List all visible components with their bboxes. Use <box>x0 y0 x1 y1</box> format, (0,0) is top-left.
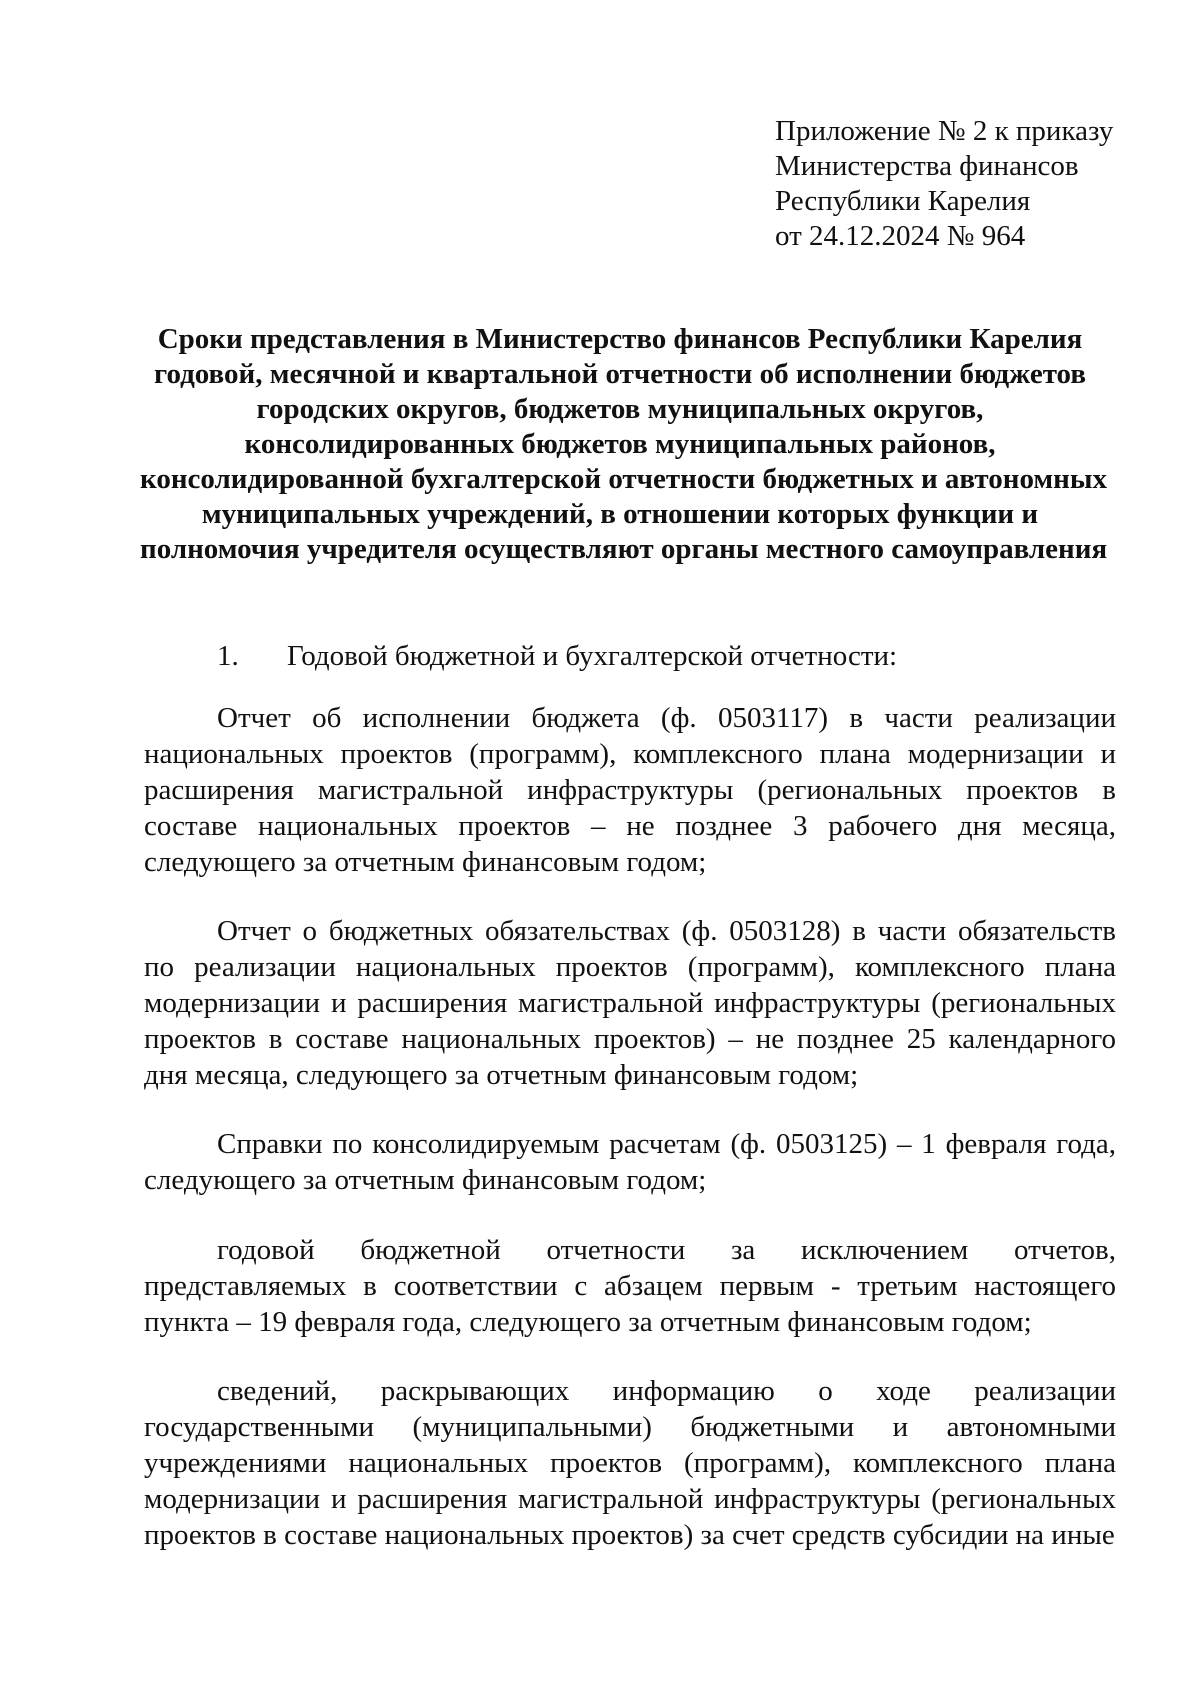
title-line: Сроки представления в Министерство финансов Республики Карелия <box>157 323 1083 355</box>
section-heading <box>217 639 897 674</box>
title-line: консолидированных бюджетов муниципальных районов, <box>244 428 996 460</box>
title-line: консолидированной бухгалтерской отчетности бюджетных и автономных <box>140 463 1107 495</box>
section-heading-text: Годовой бюджетной и бухгалтерской отчетности: <box>287 640 898 672</box>
title-line: годовой, месячной и квартальной отчетности об исполнении бюджетов <box>154 358 1086 390</box>
paragraph-report-0503125: Справки по консолидируемым расчетам (ф. 0503125) – 1 февраля года, следующего за отчетным финансовым годом; <box>144 1128 1116 1196</box>
appendix-line: Республики Карелия <box>775 185 1031 217</box>
title-line: полномочия учредителя осуществляют органы местного самоуправления <box>140 533 1108 565</box>
document-title <box>140 322 1108 567</box>
appendix-line: от 24.12.2024 № 964 <box>775 220 1026 252</box>
title-line: муниципальных учреждений, в отношении которых функции и <box>201 498 1039 530</box>
appendix-line: Приложение № 2 к приказу <box>775 115 1114 147</box>
section-number: 1. <box>217 640 239 672</box>
appendix-line: Министерства финансов <box>775 150 1079 182</box>
paragraph-report-0503117: Отчет об исполнении бюджета (ф. 0503117) в части реализации национальных проектов (программ), комплексного плана модернизации и расширения магистральной инфраструктуры (региональных проектов в составе национальных проектов – не позднее 3 рабочего дня месяца, следующего за отчетным финансовым годом; <box>144 702 1116 878</box>
appendix-header <box>775 114 1113 254</box>
paragraph-institutions-info: сведений, раскрывающих информацию о ходе реализации государственными (муниципальными) бюджетными и автономными учреждениями национальных проектов (программ), комплексного плана модернизации и расширения магистральной инфраструктуры (региональных проектов в составе национальных проектов) за счет средств субсидии на иные <box>144 1375 1116 1551</box>
paragraph-report-0503128: Отчет о бюджетных обязательствах (ф. 0503128) в части обязательств по реализации национальных проектов (программ), комплексного плана модернизации и расширения магистральной инфраструктуры (региональных проектов в составе национальных проектов) – не позднее 25 календарного дня месяца, следующего за отчетным финансовым годом; <box>144 915 1116 1091</box>
paragraph-annual-reporting: годовой бюджетной отчетности за исключением отчетов, представляемых в соответствии с абзацем первым - третьим настоящего пункта – 19 февраля года, следующего за отчетным финансовым годом; <box>144 1234 1116 1338</box>
title-line: городских округов, бюджетов муниципальных округов, <box>256 393 984 425</box>
